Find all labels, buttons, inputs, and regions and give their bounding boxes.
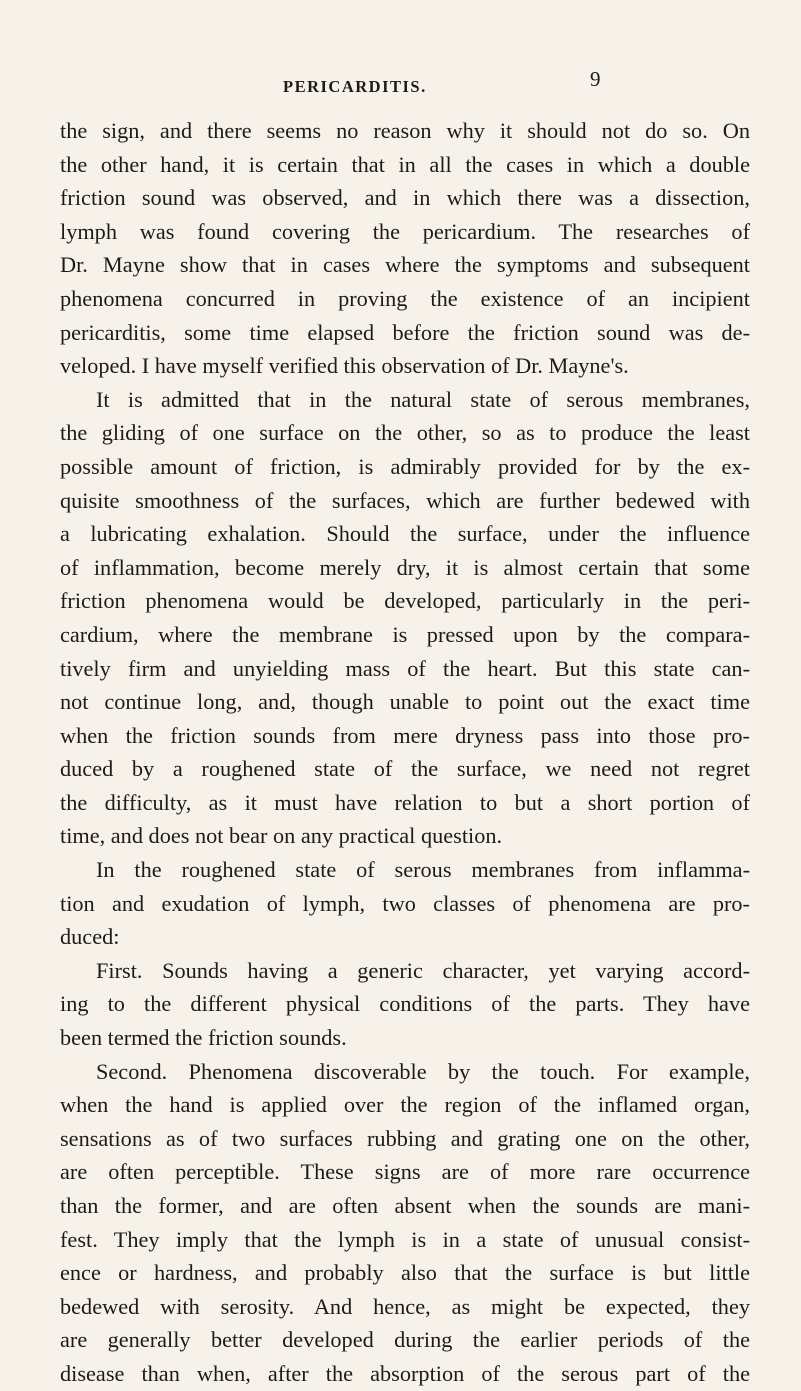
text-line: the other hand, it is certain that in all the cases in which a double <box>60 151 750 177</box>
paragraph-start-line: Second. Phenomena discoverable by the touch. For example, <box>96 1058 750 1084</box>
text-line: ence or hardness, and probably also that the surface is but little <box>60 1260 750 1286</box>
text-line: are generally better developed during the earlier periods of the <box>60 1327 750 1353</box>
text-line: friction sound was observed, and in which there was a dissection, <box>60 185 750 211</box>
text-line: are often perceptible. These signs are of more rare occurrence <box>60 1159 750 1185</box>
text-line: Dr. Mayne show that in cases where the symptoms and subsequent <box>60 252 750 278</box>
text-line: the sign, and there seems no reason why it should not do so. On <box>60 118 750 143</box>
text-line: when the hand is applied over the region of the inflamed organ, <box>60 1092 750 1118</box>
text-line: when the friction sounds from mere dryness pass into those pro- <box>60 722 750 748</box>
text-line: phenomena concurred in proving the existence of an incipient <box>60 285 750 311</box>
paragraph-start-line: It is admitted that in the natural state of serous membranes, <box>96 386 750 412</box>
text-line: a lubricating exhalation. Should the surface, under the influence <box>60 521 750 547</box>
paragraph-start-line: In the roughened state of serous membranes from inflamma- <box>96 857 750 883</box>
running-head <box>0 67 801 101</box>
text-line: lymph was found covering the pericardium. The researches of <box>60 218 750 244</box>
text-line: the gliding of one surface on the other, so as to produce the least <box>60 420 750 446</box>
text-line: ing to the different physical conditions of the parts. They have <box>60 991 750 1017</box>
text-line: bedewed with serosity. And hence, as might be expected, they <box>60 1293 750 1319</box>
text-line: cardium, where the membrane is pressed upon by the compara- <box>60 621 750 647</box>
running-title: PERICARDITIS. <box>283 77 427 96</box>
text-line: been termed the friction sounds. <box>60 1025 347 1051</box>
text-line: the difficulty, as it must have relation to but a short portion of <box>60 789 750 815</box>
text-line: fest. They imply that the lymph is in a state of unusual consist- <box>60 1226 750 1252</box>
text-line: veloped. I have myself verified this observation of Dr. Mayne's. <box>60 353 629 379</box>
page-number: 9 <box>590 67 601 91</box>
text-line: of inflammation, become merely dry, it is almost certain that some <box>60 554 750 580</box>
text-line: sensations as of two surfaces rubbing and grating one on the other, <box>60 1125 750 1151</box>
body-text <box>60 114 750 1391</box>
text-line: duced: <box>60 924 120 950</box>
text-line: quisite smoothness of the surfaces, which are further bedewed with <box>60 487 750 513</box>
text-line: possible amount of friction, is admirably provided for by the ex- <box>60 453 750 479</box>
text-line: duced by a roughened state of the surface, we need not regret <box>60 756 750 782</box>
text-line: than the former, and are often absent when the sounds are mani- <box>60 1193 750 1218</box>
text-line: tively firm and unyielding mass of the heart. But this state can- <box>60 655 750 681</box>
text-line: tion and exudation of lymph, two classes of phenomena are pro- <box>60 890 750 916</box>
text-line: time, and does not bear on any practical question. <box>60 823 503 849</box>
text-line: pericarditis, some time elapsed before the friction sound was de- <box>60 319 750 345</box>
text-line: not continue long, and, though unable to point out the exact time <box>60 689 750 715</box>
text-line: disease than when, after the absorption of the serous part of the <box>60 1360 750 1386</box>
paragraph-start-line: First. Sounds having a generic character, yet varying accord- <box>96 957 750 983</box>
text-line: friction phenomena would be developed, particularly in the peri- <box>60 588 750 614</box>
